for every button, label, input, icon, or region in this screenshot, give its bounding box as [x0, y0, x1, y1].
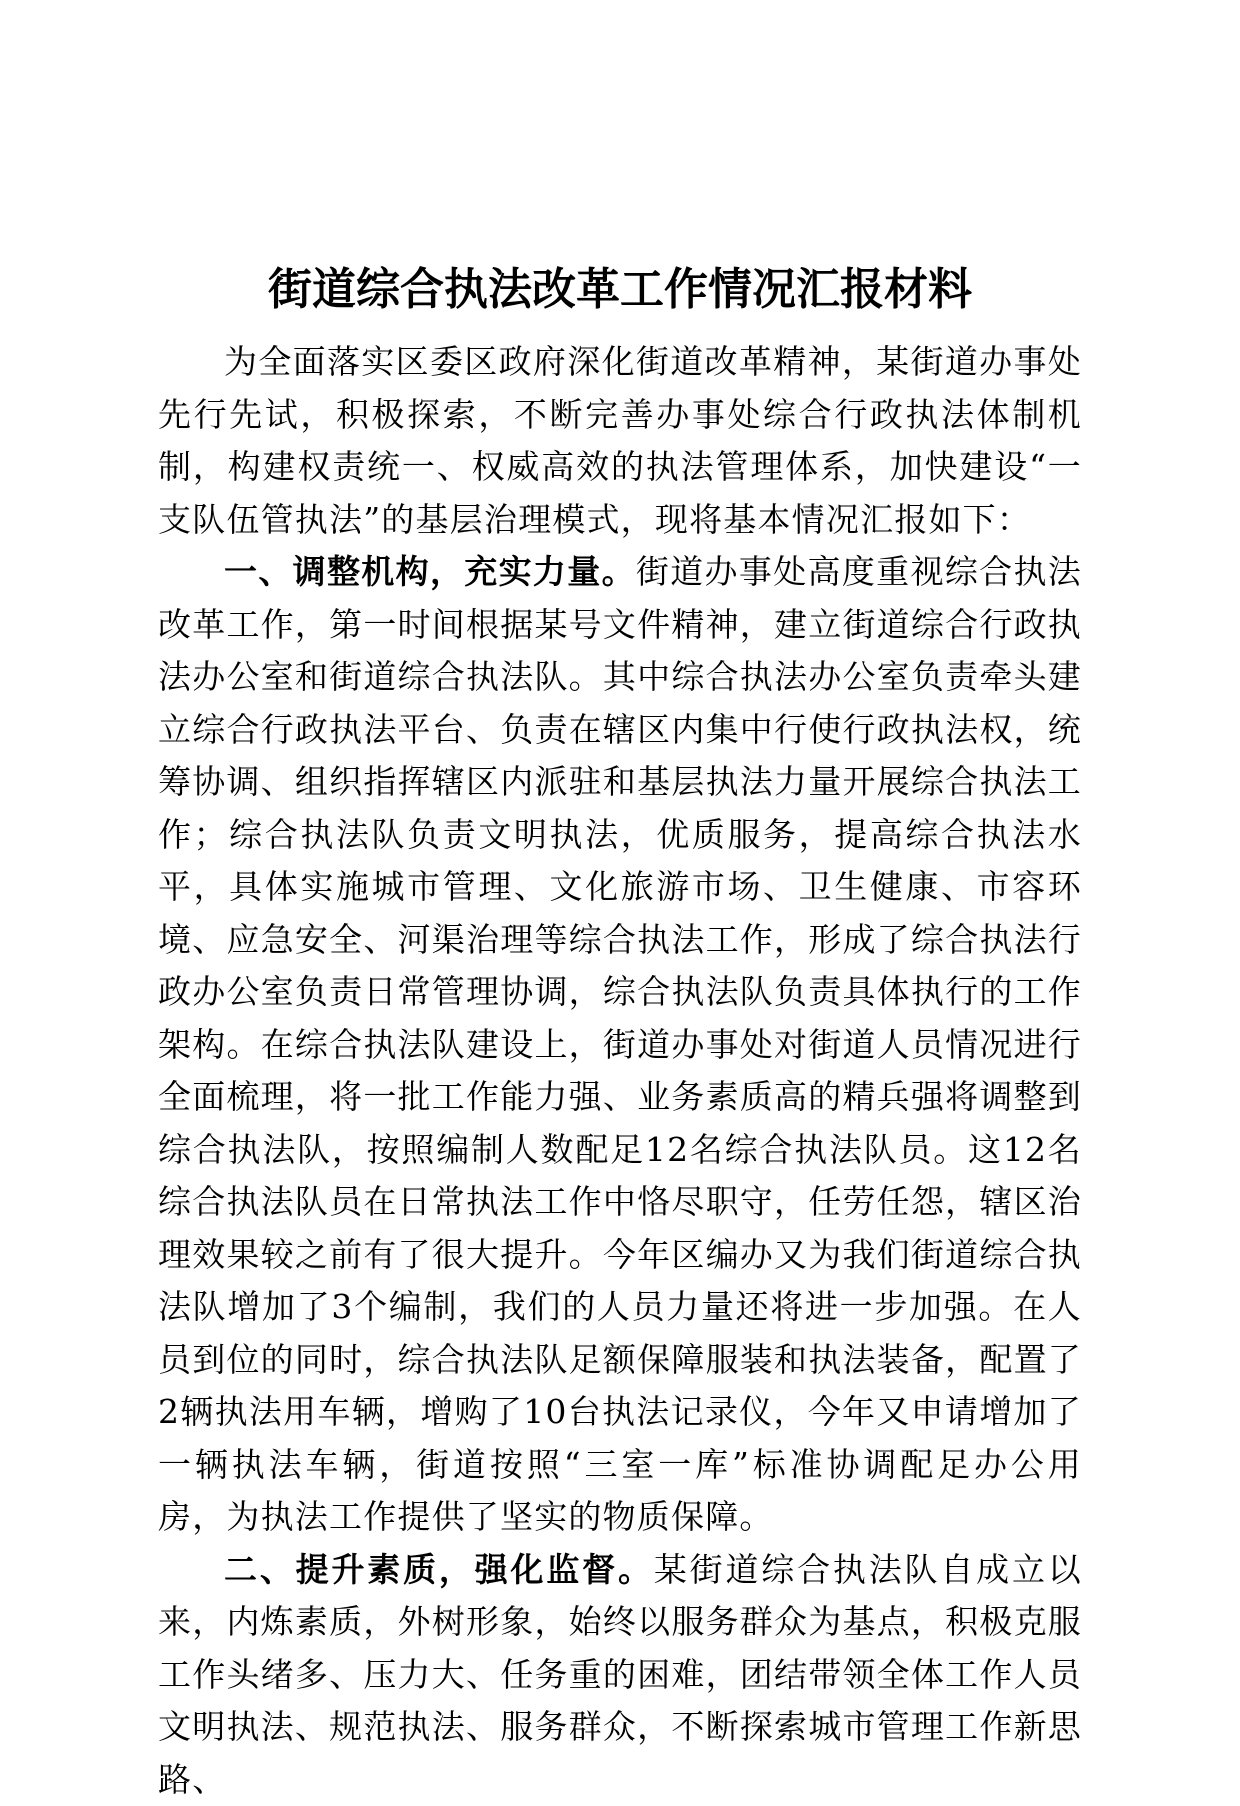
document-body [158, 336, 1082, 1806]
paragraph-section-1 [158, 546, 1082, 1544]
paragraph-section-2 [158, 1544, 1082, 1806]
paragraph-text: 街道办事处高度重视综合执法改革工作，第一时间根据某号文件精神，建立街道综合行政执法办公室和街道综合执法队。其中综合执法办公室负责牵头建立综合行政执法平台、负责在辖区内集中行使行政执法权，统筹协调、组织指挥辖区内派驻和基层执法力量开展综合执法工作；综合执法队负责文明执法，优质服务，提高综合执法水平，具体实施城市管理、文化旅游市场、卫生健康、市容环境、应急安全、河渠治理等综合执法工作，形成了综合执法行政办公室负责日常管理协调，综合执法队负责具体执行的工作架构。在综合执法队建设上，街道办事处对街道人员情况进行全面梳理，将一批工作能力强、业务素质高的精兵强将调整到综合执法队，按照编制人数配足12名综合执法队员。这12名综合执法队员在日常执法工作中恪尽职守，任劳任怨，辖区治理效果较之前有了很大提升。今年区编办又为我们街道综合执法队增加了3个编制，我们的人员力量还将进一步加强。在人员到位的同时，综合执法队足额保障服装和执法装备，配置了2辆执法用车辆，增购了10台执法记录仪，今年又申请增加了一辆执法车辆，街道按照“三室一库”标准协调配足办公用房，为执法工作提供了坚实的物质保障。 [158, 552, 1082, 1536]
paragraph-text: 某街道综合执法队自成立以来，内炼素质，外树形象，始终以服务群众为基点，积极克服工作头绪多、压力大、任务重的困难，团结带领全体工作人员文明执法、规范执法、服务群众，不断探索城市管理工作新思路、 [158, 1550, 1082, 1799]
document-title: 街道综合执法改革工作情况汇报材料 [0, 260, 1240, 320]
paragraph-text: 为全面落实区委区政府深化街道改革精神，某街道办事处先行先试，积极探索，不断完善办事处综合行政执法体制机制，构建权责统一、权威高效的执法管理体系，加快建设“一支队伍管执法”的基层治理模式，现将基本情况汇报如下： [158, 342, 1082, 539]
paragraph-intro [158, 336, 1082, 546]
section-heading: 一、调整机构，充实力量。 [224, 552, 636, 591]
section-heading: 二、提升素质，强化监督。 [224, 1550, 654, 1589]
